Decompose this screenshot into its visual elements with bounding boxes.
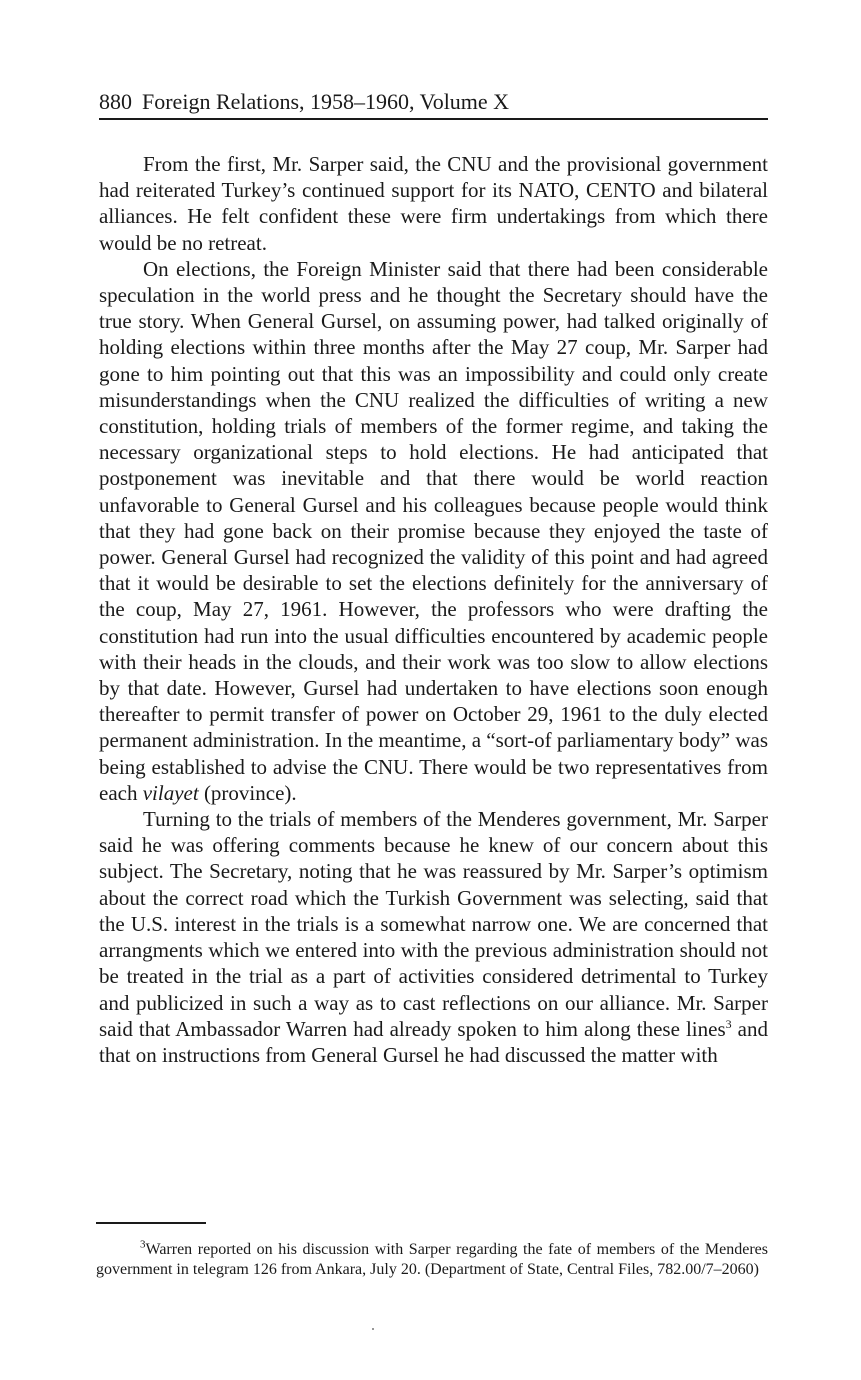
paragraph-trials-text: Turning to the trials of members of the Menderes government, Mr. Sarper said he was offering comments because he knew of our concern about this subject. The Secretary, noting that he was reassured by Mr. Sarper’s optimism about the correct road which the Turkish Government was selecting, said that the U.S. interest in the trials is a somewhat narrow one. We are concerned that arrangments which we entered into with the previous administration should not be treated in the trial as a part of activities considered detrimental to Turkey and publicized in such a way as to cast reflections on our alliance. Mr. Sarper said that Ambassador Warren had already spoken to him along these lines [99, 807, 768, 1041]
paragraph-elections-ending: (province). [198, 780, 297, 805]
footnote [96, 1240, 768, 1280]
running-head [99, 88, 768, 120]
footnote-marker: 3 [140, 1238, 146, 1251]
page-number: 880 [99, 89, 132, 114]
paragraph-alliances-text: From the first, Mr. Sarper said, the CNU and the provisional government had reiterated Turkey’s continued support for its NATO, CENTO and bilateral alliances. He felt confident these were firm undertakings from which there would be no retreat. [99, 152, 768, 255]
footnote-text: Warren reported on his discussion with Sarper regarding the fate of members of the Menderes government in telegram 126 from Ankara, July 20. (Department of State, Central Files, 782.00/7–2060) [96, 1241, 768, 1278]
paragraph-elections-text: On elections, the Foreign Minister said that there had been considerable speculation in the world press and he thought the Secretary should have the true story. When General Gursel, on assuming power, had talked originally of holding elections within three months after the May 27 coup, Mr. Sarper had gone to him pointing out that this was an impossibility and could only create misunderstandings when the CNU realized the difficulties of writing a new constitution, holding trials of members of the former regime, and taking the necessary organizational steps to hold elections. He had anticipated that postponement was inevitable and that there would be world reaction unfavorable to General Gursel and his colleagues because people would think that they had gone back on their promise because they enjoyed the taste of power. General Gursel had recognized the validity of this point and had agreed that it would be desirable to set the elections definitely for the anniversary of the coup, May 27, 1961. However, the professors who were drafting the constitution had run into the usual difficulties encountered by academic people with their heads in the clouds, and their work was too slow to allow elections by that date. However, Gursel had undertaken to have elections soon enough thereafter to permit transfer of power on October 29, 1961 to the duly elected permanent administration. In the meantime, a “sort-of parliamentary body” was being established to advise the CNU. There would be two representatives from each [99, 256, 768, 805]
paragraph-trials [99, 806, 768, 1068]
volume-title: Foreign Relations, 1958–1960, Volume X [142, 89, 510, 114]
paragraph-elections [99, 256, 768, 806]
footnote-divider [96, 1222, 206, 1224]
footnote-reference[interactable]: 3 [725, 1016, 732, 1031]
paragraph-trials-ending: and that on instructions from General Gursel he had discussed the matter with [99, 1016, 768, 1067]
body-text [99, 151, 768, 1068]
paragraph-alliances [99, 151, 768, 256]
scan-speck [372, 1328, 374, 1330]
italic-term-vilayet: vilayet [142, 780, 199, 805]
